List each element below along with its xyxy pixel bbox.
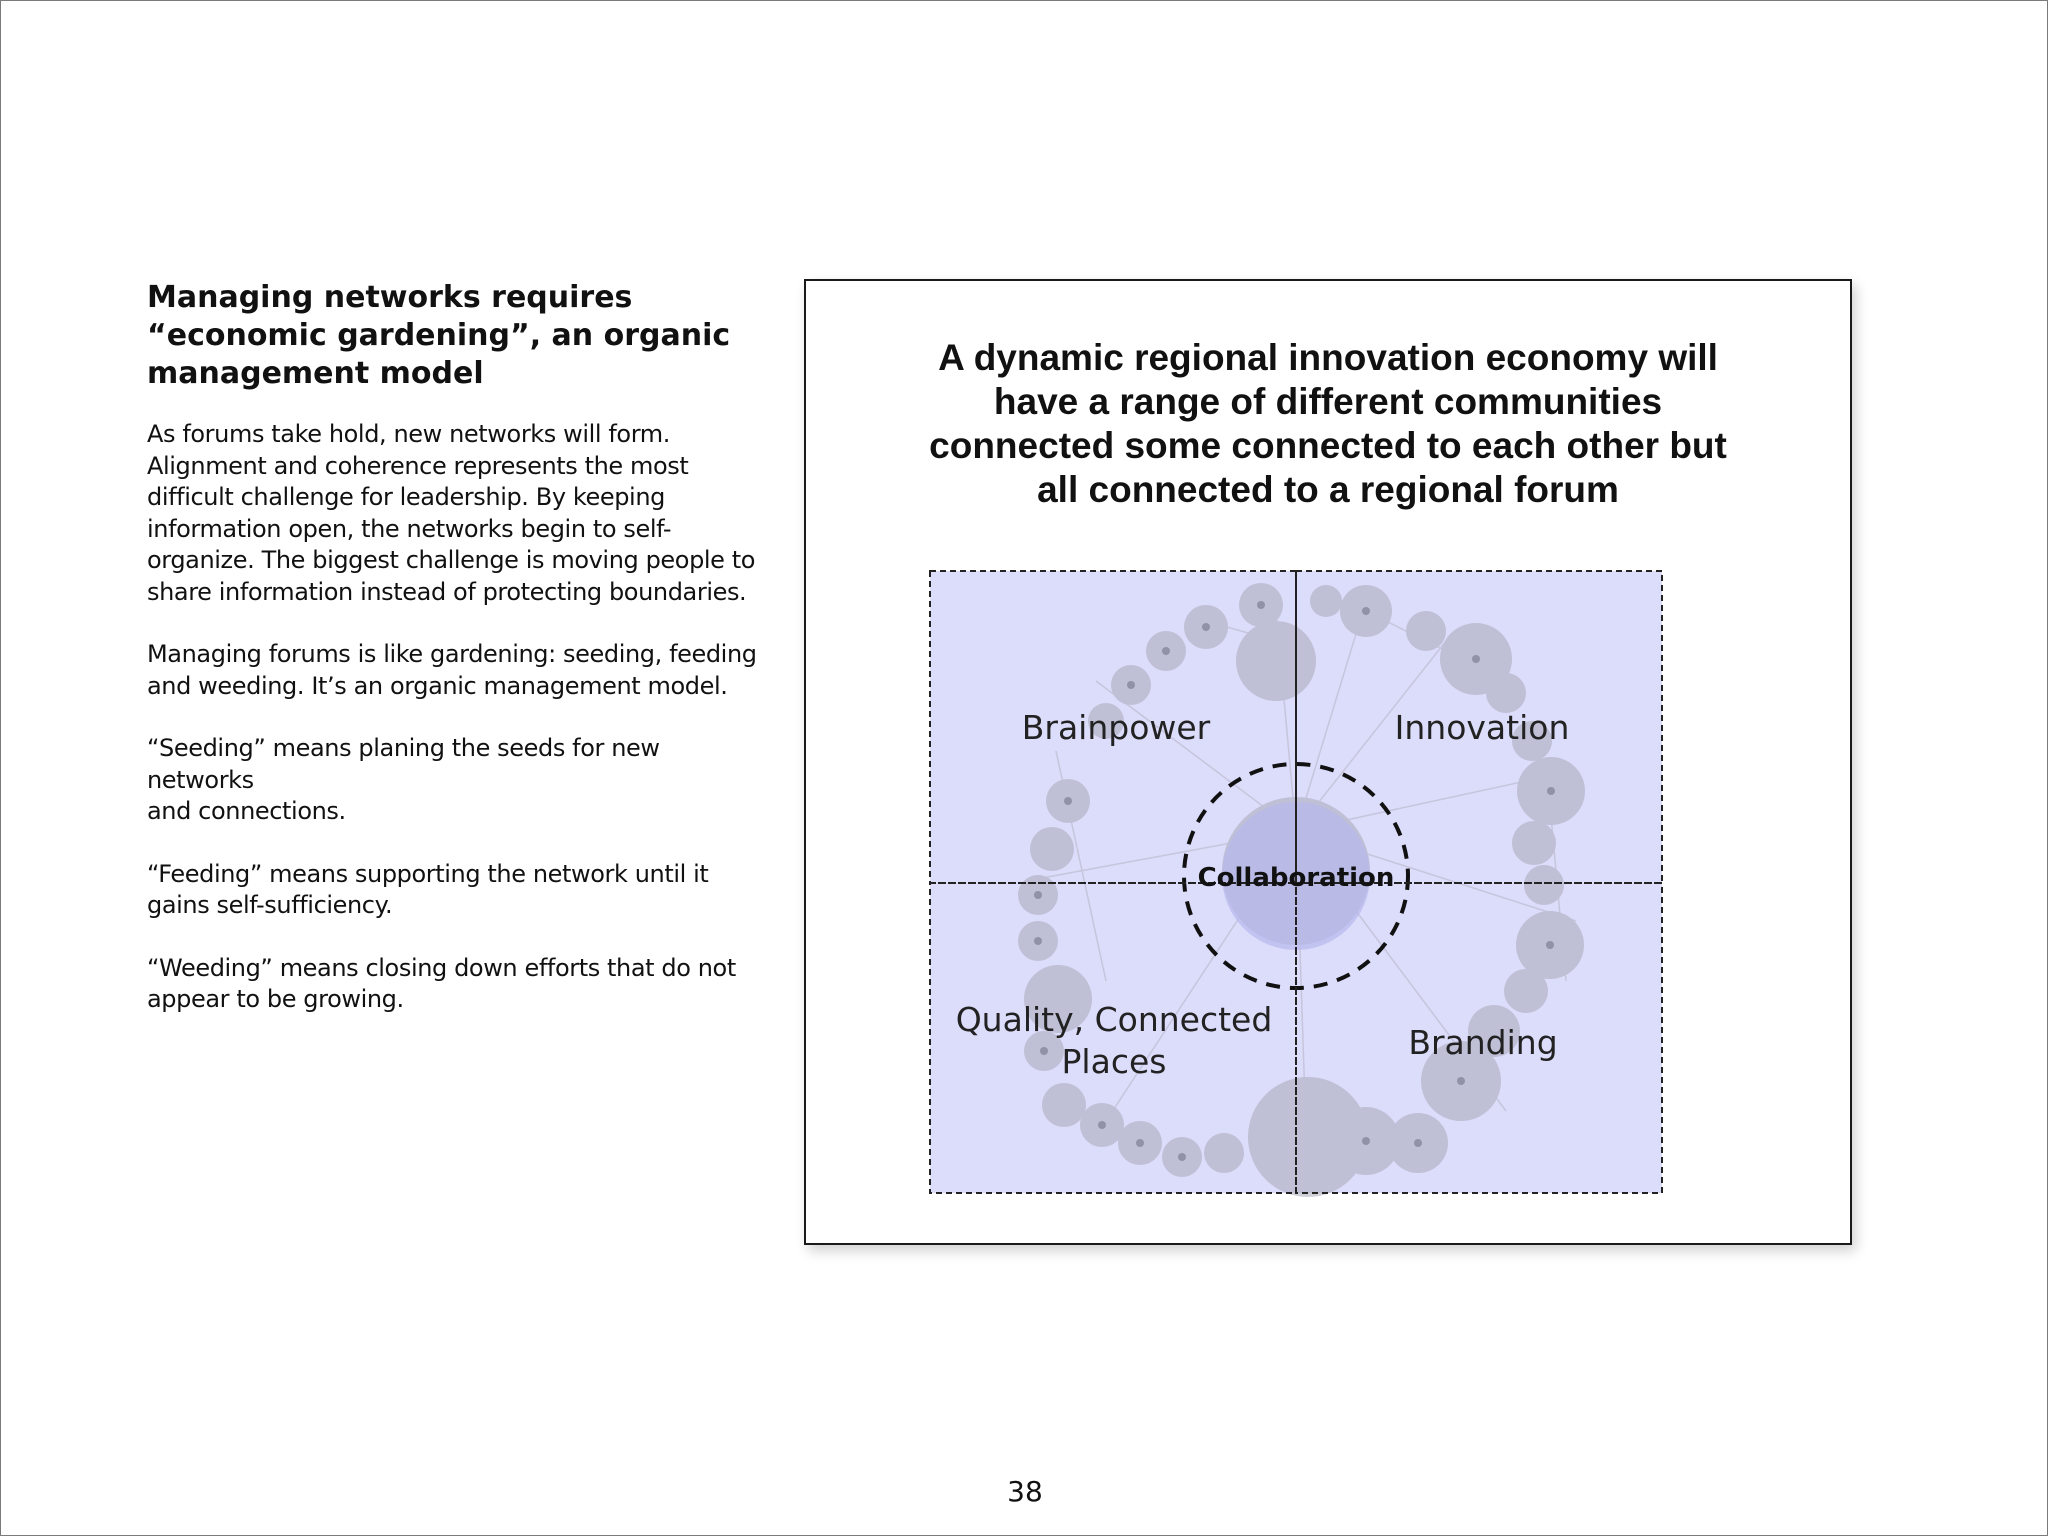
label-brainpower: Brainpower (1021, 708, 1211, 747)
page-number: 38 (1007, 1475, 1043, 1508)
paragraph-seeding: “Seeding” means planing the seeds for new networks and connections. (147, 734, 660, 825)
label-innovation: Innovation (1394, 708, 1570, 747)
network-figure (804, 279, 1852, 1245)
paragraph-gardening: Managing forums is like gardening: seeding, feeding and weeding. It’s an organic management model. (147, 640, 757, 700)
figure-title: A dynamic regional innovation economy will have a range of different communities connected some connected to each other but all connected to a regional forum (929, 337, 1727, 510)
paragraph-feeding: “Feeding” means supporting the network until it gains self-sufficiency. (147, 859, 709, 919)
label-collaboration: Collaboration (1197, 863, 1395, 893)
section-heading: Managing networks requires “economic gardening”, an organic management model (147, 280, 731, 391)
paragraph-forums: As forums take hold, new networks will form. Alignment and coherence represents the most difficult challenge for leadership. By keeping information open, the networks begin to self- organize. The biggest challenge is moving people to share information instead of protecting boundaries. (147, 420, 756, 606)
text-column (147, 279, 767, 1047)
paragraph-weeding: “Weeding” means closing down efforts that do not appear to be growing. (147, 953, 736, 1013)
network-diagram (806, 281, 1850, 1243)
label-quality-line1: Quality, Connected (955, 1000, 1273, 1039)
label-branding: Branding (1408, 1023, 1558, 1062)
label-quality-line2: Places (1061, 1042, 1167, 1081)
